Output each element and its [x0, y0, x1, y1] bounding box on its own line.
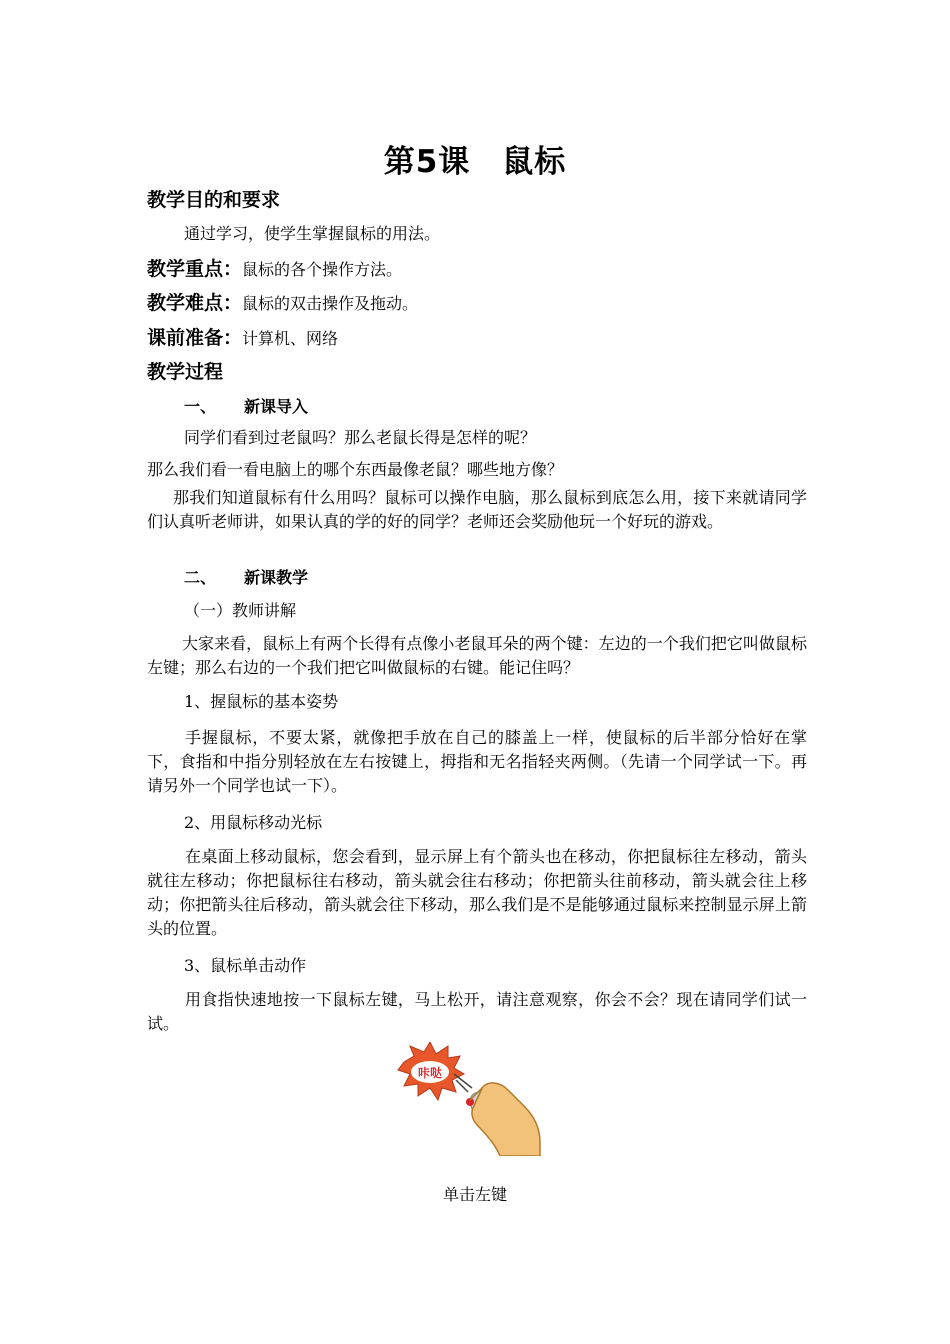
hand-clicking-mouse-icon [396, 1042, 542, 1156]
key-point-label: 教学重点： [147, 258, 243, 280]
section1-paragraph-3: 那我们知道鼠标有什么用吗？鼠标可以操作电脑，那么鼠标到底怎么用，接下来就请同学们认真听老师讲，如果认真的学的好的同学？老师还会奖励他玩一个好玩的游戏。 [147, 488, 807, 531]
key-point-text: 鼠标的各个操作方法。 [242, 260, 403, 279]
section2-subheading: （一）教师讲解 [184, 601, 297, 620]
key-point-row [147, 254, 402, 281]
section2-number: 二、 [184, 568, 217, 587]
item2-text: 在桌面上移动鼠标，您会看到，显示屏上有个箭头也在移动，你把鼠标往左移动，箭头就往左移动；你把鼠标往右移动，箭头就会往右移动；你把箭头往前移动，箭头就会往上移动；你把箭头往后移动，箭头就会往下移动，那么我们是不是能够通过鼠标来控制显示屏上箭头的位置。 [147, 847, 807, 938]
item2-heading: 2、用鼠标移动光标 [184, 813, 323, 832]
item3-heading: 3、鼠标单击动作 [184, 956, 307, 975]
difficulty-text: 鼠标的双击操作及拖动。 [242, 294, 419, 313]
difficulty-row [147, 288, 418, 315]
goals-heading: 教学目的和要求 [147, 189, 281, 211]
lesson-title: 第5课 鼠标 [383, 144, 567, 180]
section1-title: 新课导入 [244, 397, 309, 416]
difficulty-label: 教学难点： [147, 292, 243, 314]
section1-number: 一、 [184, 397, 217, 416]
goals-text: 通过学习，使学生掌握鼠标的用法。 [184, 224, 441, 243]
process-heading: 教学过程 [147, 361, 224, 383]
preparation-text: 计算机、网络 [242, 329, 339, 348]
section1-paragraph-2: 那么我们看一看电脑上的哪个东西最像老鼠？哪些地方像？ [147, 460, 564, 479]
burst-text: 咔哒 [417, 1066, 443, 1080]
item3-text: 用食指快速地按一下鼠标左键，马上松开，请注意观察，你会不会？现在请同学们试一试。 [147, 990, 807, 1033]
figure-caption: 单击左键 [442, 1185, 507, 1204]
section2-title: 新课教学 [244, 568, 309, 587]
preparation-row [147, 323, 338, 350]
item1-heading: 1、握鼠标的基本姿势 [184, 692, 339, 711]
hand-icon [472, 1083, 540, 1156]
preparation-label: 课前准备： [147, 327, 243, 349]
left-click-illustration [396, 1042, 542, 1156]
section1-paragraph-1: 同学们看到过老鼠吗？那么老鼠长得是怎样的呢？ [184, 428, 537, 447]
item1-text: 手握鼠标，不要太紧，就像把手放在自己的膝盖上一样，使鼠标的后半部分恰好在掌下，食指和中指分别轻放在左右按键上，拇指和无名指轻夹两侧。（先请一个同学试一下。再请另外一个同学也试一下）。 [147, 728, 807, 795]
section2-paragraph-1: 大家来看，鼠标上有两个长得有点像小老鼠耳朵的两个键：左边的一个我们把它叫做鼠标左键；那么右边的一个我们把它叫做鼠标的右键。能记住吗？ [147, 634, 807, 677]
